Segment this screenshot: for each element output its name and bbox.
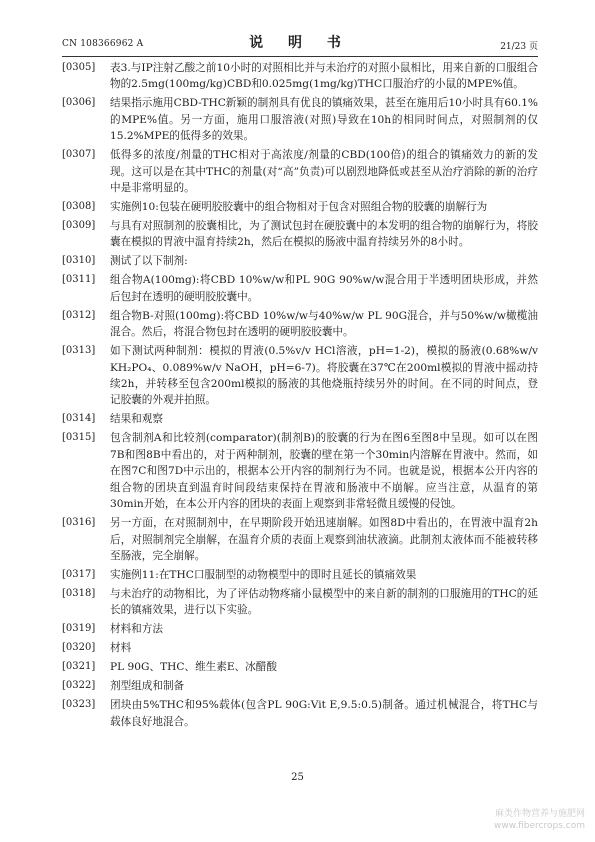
paragraph: [62, 308, 538, 341]
paragraph-text: 包含制剂A和比较剂(comparator)(制剂B)的胶囊的行为在图6至图8中呈现。如可以在图7B和图8B中看出的，对于两种制剂，胶囊的壁在第一个30min内溶解在胃液中。然而，如在图7C和图7D中示出的，根据本公开内容的制剂行为不同。也就是说，根据本公开内容的组合物的团块直到温育时间段结束保持在胃液和肠液中不崩解。应当注意，从温育的第30min开始，在本公开内容的团块的表面上观察到非常轻微且缓慢的侵蚀。: [110, 432, 538, 511]
page-count: 21/23 页: [500, 42, 538, 52]
page-header: [62, 29, 538, 55]
paragraph-text: 实施例10:包装在硬明胶胶囊中的组合物相对于包含对照组合物的胶囊的崩解行为: [110, 201, 488, 214]
paragraph-number: [ 0321 ]: [62, 659, 95, 675]
paragraph-text: 与未治疗的动物相比，为了评估动物疼痛小鼠模型中的来自新的制剂的口服施用的THC的延长的镇痛效果，进行以下实验。: [110, 587, 538, 617]
paragraph: [62, 697, 538, 730]
paragraph-number: [ 0314 ]: [62, 411, 95, 427]
paragraph-text: 测试了以下制剂:: [110, 255, 188, 268]
document-body: [62, 60, 538, 733]
paragraph-number: [ 0322 ]: [62, 678, 95, 694]
paragraph: [62, 678, 538, 694]
paragraph: [62, 430, 538, 512]
paragraph: [62, 60, 538, 93]
paragraph-number: [ 0309 ]: [62, 218, 95, 234]
header-divider: [62, 56, 538, 57]
paragraph-number: [ 0319 ]: [62, 621, 95, 637]
paragraph-number: [ 0323 ]: [62, 697, 95, 713]
paragraph-text: 另一方面，在对照制剂中，在早期阶段开始迅速崩解。如图8D中看出的，在胃液中温育2h后，对照制剂完全崩解，在温育介质的表面上观察到油状液滴。此制剂太液体而不能被转移至肠液，完全崩解。: [110, 517, 538, 562]
paragraph-text: 团块由5%THC和95%载体(包含PL 90G:Vit E,9.5:0.5)制备。通过机械混合，将THC与载体良好地混合。: [110, 699, 538, 728]
paragraph-text: 结果指示施用CBD-THC新颖的制剂具有优良的镇痛效果，甚至在施用后10小时具有60.1%的MPE%值。另一方面，施用口服溶液(对照)导致在10h的相同时间点，对照制剂的仅15.2%MPE的低得多的效果。: [110, 97, 538, 143]
paragraph-number: [ 0306 ]: [62, 95, 95, 111]
paragraph: [62, 253, 538, 269]
paragraph-text: 表3.与IP注射乙酸之前10小时的对照相比并与未治疗的对照小鼠相比，用来自新的口服组合物的2.5mg(100mg/kg)CBD和0.025mg(1mg/kg)THC口服治疗的小鼠的MPE%值。: [110, 62, 538, 91]
paragraph: [62, 411, 538, 427]
paragraph-number: [ 0307 ]: [62, 147, 95, 163]
paragraph-number: [ 0305 ]: [62, 60, 95, 76]
paragraph-text: 材料和方法: [110, 623, 163, 636]
watermark-site-name: 麻类作物营养与施肥网: [494, 809, 585, 819]
paragraph: [62, 640, 538, 656]
paragraph: [62, 147, 538, 196]
paragraph: [62, 515, 538, 564]
paragraph-text: 实施例11:在THC口服制型的动物模型中的即时且延长的镇痛效果: [110, 568, 417, 581]
paragraph: [62, 95, 538, 144]
paragraph: [62, 272, 538, 305]
paragraph: [62, 586, 538, 619]
document-title: 说 明 书: [249, 35, 351, 51]
paragraph: [62, 659, 538, 675]
paragraph: [62, 567, 538, 583]
paragraph: [62, 343, 538, 409]
paragraph-number: [ 0312 ]: [62, 308, 95, 324]
paragraph-text: 组合物A(100mg):将CBD 10%w/w和PL 90G 90%w/w混合用于半透明团块形成，并然后包封在透明的硬明胶胶囊中。: [110, 274, 538, 303]
paragraph-number: [ 0310 ]: [62, 253, 95, 269]
site-watermark: [494, 808, 585, 832]
page-number: 25: [291, 772, 304, 783]
paragraph-text: 与具有对照制剂的胶囊相比，为了测试包封在硬胶囊中的本发明的组合物的崩解行为，将胶囊在模拟的胃液中温育持续2h，然后在模拟的肠液中温育持续另外的8小时。: [110, 220, 538, 249]
paragraph: [62, 621, 538, 637]
paragraph-text: 材料: [110, 642, 132, 655]
paragraph: [62, 218, 538, 251]
paragraph-number: [ 0317 ]: [62, 567, 95, 583]
paragraph-text: 剂型组成和制备: [110, 680, 185, 693]
paragraph-number: [ 0311 ]: [62, 272, 95, 288]
paragraph-number: [ 0315 ]: [62, 430, 95, 446]
paragraph: [62, 199, 538, 215]
paragraph-number: [ 0313 ]: [62, 343, 95, 359]
paragraph-number: [ 0318 ]: [62, 586, 95, 602]
paragraph-text: 结果和观察: [110, 413, 163, 426]
paragraph-number: [ 0316 ]: [62, 515, 95, 531]
watermark-url: www.fibercrops.com: [494, 821, 585, 831]
paragraph-text: 如下测试两种制剂：模拟的胃液(0.5%v/v HCl溶液，pH=1-2)，模拟的肠液(0.68%w/v KH₂PO₄、0.089%w/v NaOH，pH=6-7)。将胶囊在37℃在200ml模拟的胃液中摇动持续2h，并转移至包含200ml模拟的肠液的其他烧瓶持续另外的时间。在不同的时间点，登记胶囊的外观并拍照。: [110, 345, 538, 407]
paragraph-number: [ 0308 ]: [62, 199, 95, 215]
paragraph-number: [ 0320 ]: [62, 640, 95, 656]
paragraph-text: 组合物B-对照(100mg):将CBD 10%w/w与40%w/w PL 90G混合，并与50%w/w橄榄油混合。然后，将混合物包封在透明的硬明胶胶囊中。: [110, 309, 538, 339]
patent-number: CN 108366962 A: [62, 39, 144, 49]
paragraph-text: 低得多的浓度/剂量的THC相对于高浓度/剂量的CBD(100倍)的组合的镇痛效力的新的发现。这可以是在其中THC的剂量(对“高”负责)可以剧烈地降低或甚至从治疗消除的新的治疗中是非常明显的。: [110, 149, 538, 195]
paragraph-text: PL 90G、THC、维生素E、冰醋酸: [110, 661, 277, 674]
